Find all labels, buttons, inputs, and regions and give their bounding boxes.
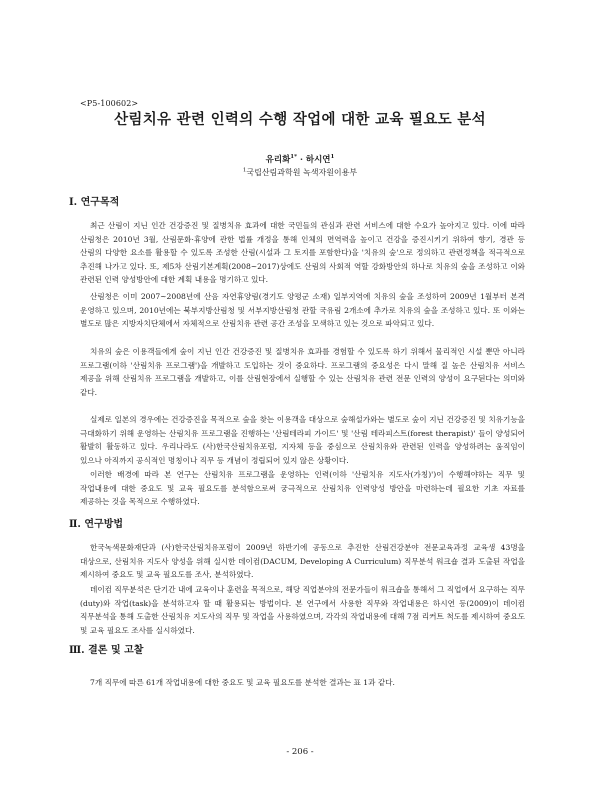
paragraph: 이러한 배경에 따라 본 연구는 산림치유 프로그램을 운영하는 인력(이하 '산림치유 지도사(가칭)')이 수행해야하는 직무 및 작업내용에 대한 중요도 및 교육 필요도를 분석함으로써 궁극적으로 산림치유 인력양성 방안을 마련하는데 필요한 기초 자료를 제공하는 것을 목적으로 수행하였다. — [80, 470, 525, 507]
paragraph: 최근 산림이 지닌 인간 건강증진 및 질병치유 효과에 대한 국민들의 관심과 관련 서비스에 대한 수요가 높아지고 있다. 이에 따라 산림청은 2010년 3월, 산림문화·휴양에 관한 법률 개정을 통해 인체의 면역력을 높이고 건강을 증진시키기 위하여 향기, 경관 등 산림의 다양한 요소를 활용할 수 있도록 조성한 산림(시설과 그 토지를 포함한다)을 '치유의 숲'으로 정의하고 관련정책을 적극적으로 추진해 나가고 있다. 또, 제5차 산림기본계획(2008~2017)상에도 산림의 사회적 역할 강화방안의 하나로 치유의 숲을 조성하고 이와 관련된 인력 양성방안에 대한 계획 내용을 명기하고 있다. — [80, 221, 525, 285]
paragraph: 7개 직무에 따른 61개 작업내용에 대한 중요도 및 교육 필요도를 분석한 결과는 표 1과 같다. — [90, 678, 395, 687]
affiliation — [0, 167, 600, 178]
section-heading-conclusion: Ⅲ. 결론 및 고찰 — [69, 645, 144, 656]
paragraph: 치유의 숲은 이용객들에게 숲이 지닌 인간 건강증진 및 질병치유 효과를 경험할 수 있도록 하기 위해서 물리적인 시설 뿐만 아니라 프로그램(이하 '산림치유 프로그램')을 개발하고 도입하는 것이 중요하다. 프로그램의 중요성은 다시 말해 질 높은 산림치유 서비스 제공을 위해 산림치유 프로그램을 개발하고, 이를 산림현장에서 실행할 수 있는 산림치유 관련 전문 인력의 양성이 요구된다는 의미와 같다. — [80, 347, 525, 397]
author-2-superscript: 1 — [330, 154, 335, 161]
paragraph: 산림청은 이미 2007~2008년에 산음 자연휴양림(경기도 양평군 소재) 일부지역에 치유의 숲을 조성하여 2009년 1월부터 본격 운영하고 있으며, 2010년에는 북부지방산림청 및 서부지방산림청 관할 국유림 2개소에 추가로 치유의 숲을 조성하고 있다. 또 이와는 별도로 많은 지방자치단체에서 자체적으로 산림치유 관련 공간 조성을 모색하고 있는 것으로 파악되고 있다. — [80, 292, 525, 329]
affiliation-superscript: 1 — [242, 167, 247, 174]
author-name-2: 하시연 — [305, 155, 331, 165]
section-heading-methods: Ⅱ. 연구방법 — [69, 519, 124, 530]
author-separator: · — [296, 155, 306, 165]
author-name-1: 유리화 — [265, 155, 291, 165]
author-line — [0, 153, 600, 165]
paper-code: <P5-100602> — [80, 99, 139, 108]
affiliation-text: 국립산림과학원 녹색자원이용부 — [246, 168, 358, 177]
author-1-superscript: 1* — [290, 154, 297, 161]
paragraph: 실제로 일본의 경우에는 건강증진을 목적으로 숲을 찾는 이용객을 대상으로 숲해설가와는 별도로 숲이 지닌 건강증진 및 치유기능을 극대화하기 위해 운영하는 산림치유 프로그램을 진행하는 '산림테라피 가이드' 및 '산림 테라피스트(forest therapist)' 들이 양성되어 활발히 활동하고 있다. 우리나라도 (사)한국산림치유포럼, 지자체 등을 중심으로 산림치유와 관련된 인력을 양성하려는 움직임이 있으나 아직까지 공식적인 명칭이나 직무 등 개념이 정립되어 있지 않은 상황이다. — [80, 415, 525, 465]
paragraph: 한국녹색문화재단과 (사)한국산림치유포럼이 2009년 하반기에 공동으로 추진한 산림건강분야 전문교육과정 교육생 43명을 대상으로, 산림치유 지도사 양성을 위해 실시한 데이컴(DACUM, Developing A Curriculum) 직무분석 워크숍 결과 도출된 작업을 제시하여 중요도 및 교육 필요도를 조사, 분석하였다. — [80, 543, 525, 580]
paragraph: 데이컴 직무분석은 단기간 내에 교육이나 훈련을 목적으로, 해당 직업분야의 전문가들이 워크숍을 통해서 그 직업에서 요구하는 직무(duty)와 작업(task)을 분석하고자 할 때 활용되는 방법이다. 본 연구에서 사용한 직무와 작업내용은 하시연 등(2009)이 데이컴 직무분석을 통해 도출한 산림치유 지도사의 직무 및 작업을 사용하였으며, 각각의 작업내용에 대해 7점 리커트 척도를 제시하여 중요도 및 교육 필요도 조사를 실시하였다. — [80, 585, 525, 635]
page-number: - 206 - — [286, 747, 314, 757]
paper-title: 산림치유 관련 인력의 수행 작업에 대한 교육 필요도 분석 — [114, 111, 486, 128]
section-heading-purpose: Ⅰ. 연구목적 — [69, 197, 120, 208]
